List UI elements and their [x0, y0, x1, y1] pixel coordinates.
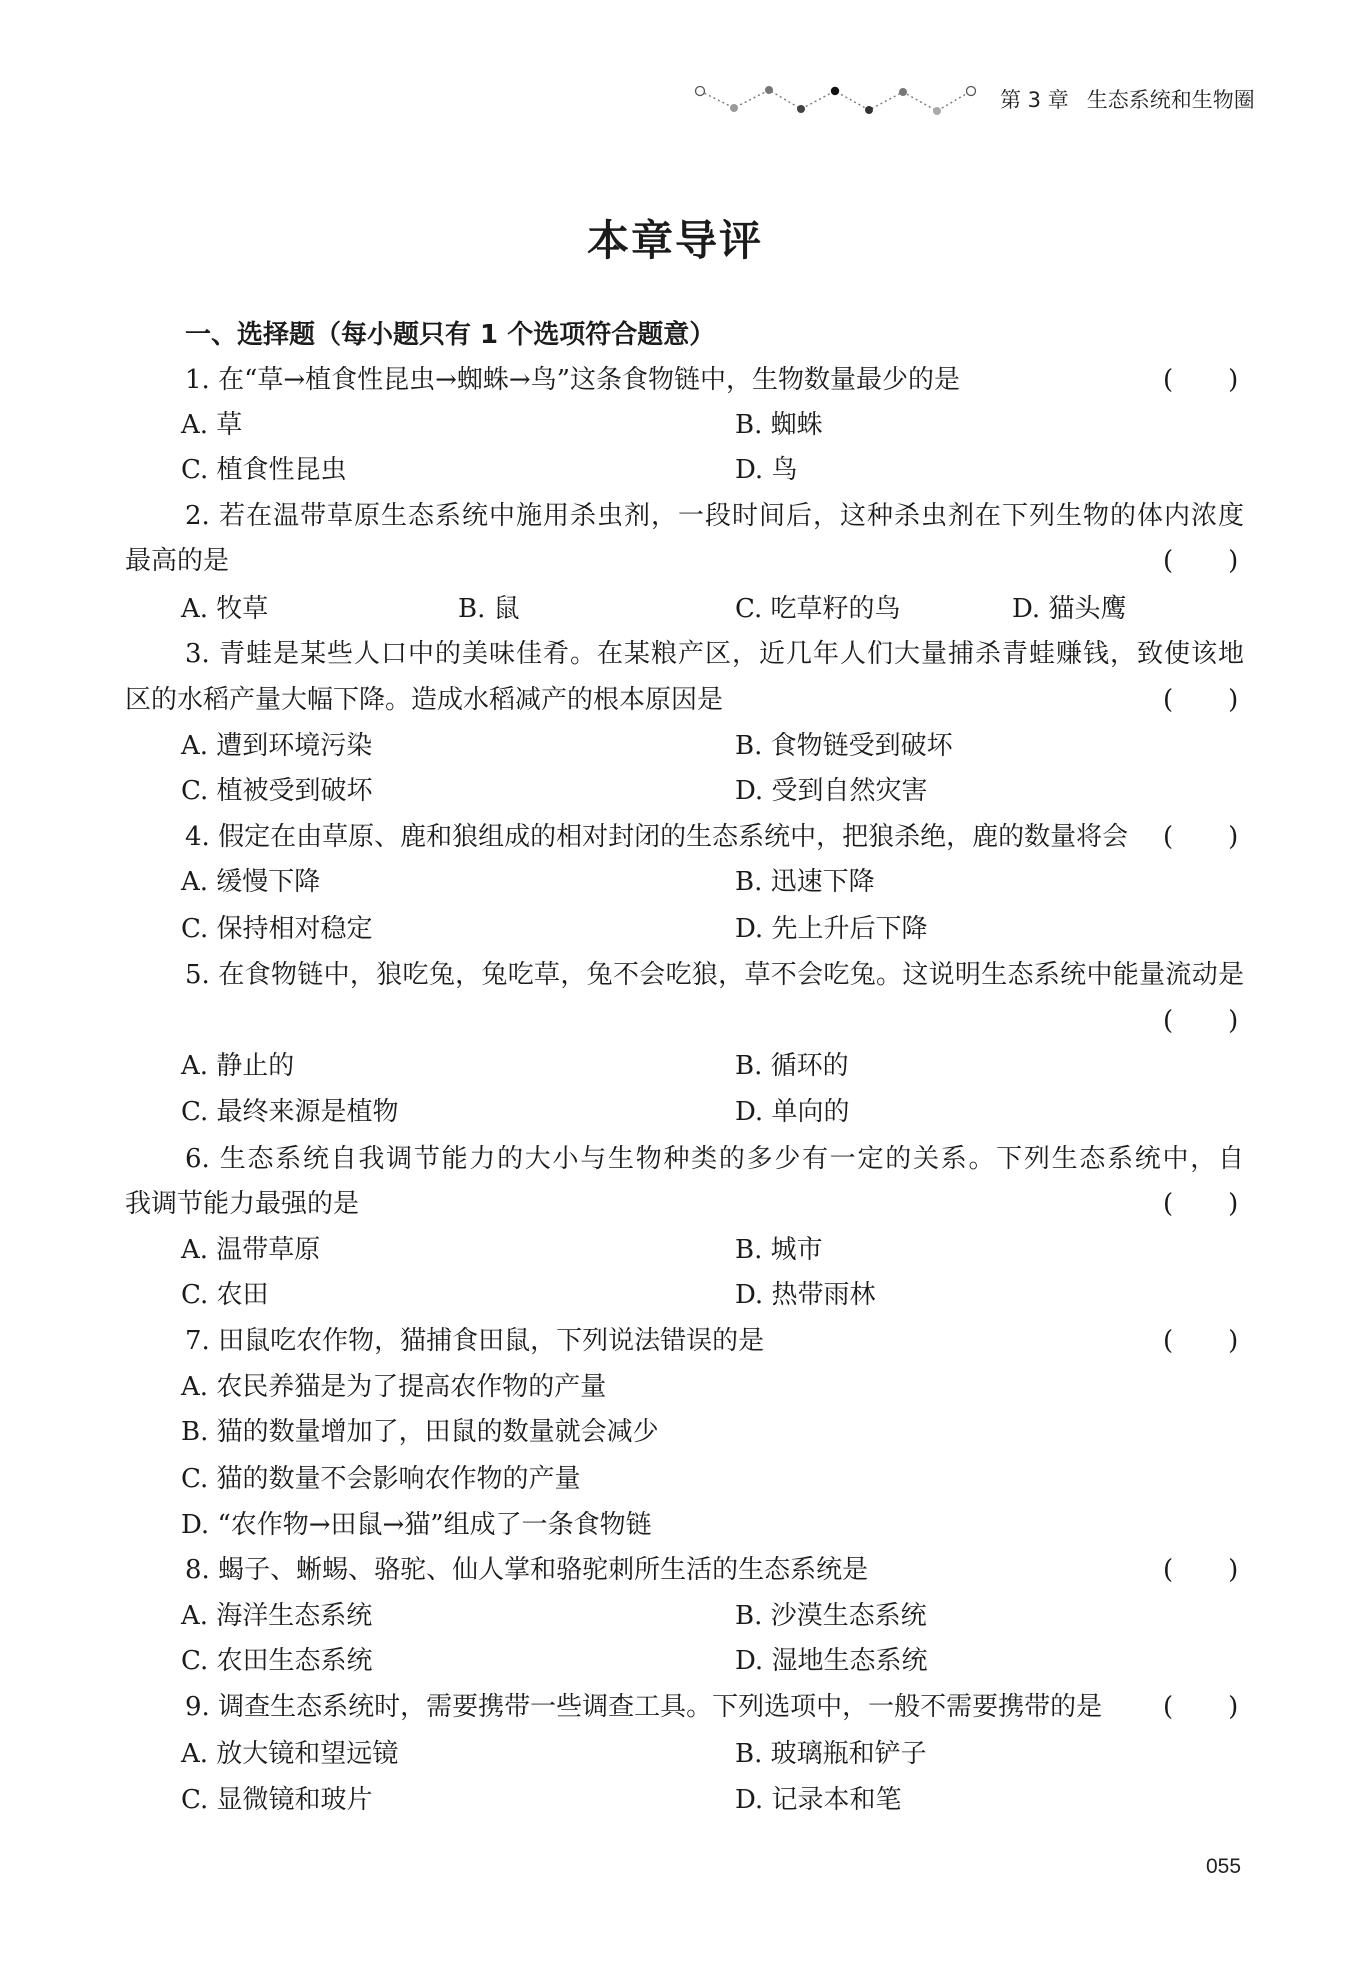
option-a: A. 遭到环境污染 [181, 731, 373, 761]
answer-blank: ( ) [1163, 546, 1240, 576]
option-a: A. 放大镜和望远镜 [181, 1739, 399, 1769]
question-stem: 6. 生态系统自我调节能力的大小与生物种类的多少有一定的关系。下列生态系统中，自 [185, 1144, 1244, 1174]
option-d: D. 单向的 [735, 1097, 850, 1127]
section-heading: 一、选择题（每小题只有 1 个选项符合题意） [185, 320, 716, 350]
answer-blank: ( ) [1163, 1006, 1240, 1036]
option-b: B. 沙漠生态系统 [735, 1601, 927, 1631]
option-a: A. 农民养猫是为了提高农作物的产量 [181, 1372, 607, 1402]
option-c: C. 农田 [181, 1280, 269, 1310]
option-d: D. 鸟 [735, 455, 798, 485]
option-a: A. 缓慢下降 [181, 867, 321, 897]
question-stem: 7. 田鼠吃农作物，猫捕食田鼠，下列说法错误的是 [185, 1326, 765, 1356]
option-c: C. 植被受到破坏 [181, 776, 373, 806]
answer-blank: ( ) [1163, 1189, 1240, 1219]
question-stem-continued: 最高的是 [125, 546, 230, 576]
option-b: B. 迅速下降 [735, 867, 875, 897]
question-stem: 4. 假定在由草原、鹿和狼组成的相对封闭的生态系统中，把狼杀绝，鹿的数量将会 [185, 822, 1129, 852]
question-stem-continued: 区的水稻产量大幅下降。造成水稻减产的根本原因是 [125, 685, 724, 715]
option-c: C. 最终来源是植物 [181, 1097, 399, 1127]
question-stem-continued: 我调节能力最强的是 [125, 1189, 360, 1219]
option-a: A. 草 [181, 410, 243, 440]
option-d: D. 记录本和笔 [735, 1785, 902, 1815]
option-d: D. “农作物→田鼠→猫”组成了一条食物链 [181, 1510, 652, 1540]
option-b: B. 蜘蛛 [735, 410, 823, 440]
header-decoration-icon [690, 76, 985, 120]
question-stem: 1. 在“草→植食性昆虫→蜘蛛→鸟”这条食物链中，生物数量最少的是 [185, 365, 961, 395]
chapter-label: 第 3 章 [1000, 88, 1069, 112]
option-a: A. 静止的 [181, 1051, 295, 1081]
question-stem: 3. 青蛙是某些人口中的美味佳肴。在某粮产区，近几年人们大量捕杀青蛙赚钱，致使该地 [185, 639, 1244, 669]
chapter-title: 生态系统和生物圈 [1086, 88, 1255, 112]
page-title: 本章导评 [586, 216, 763, 265]
option-c: C. 保持相对稳定 [181, 914, 373, 944]
option-c: C. 农田生态系统 [181, 1646, 373, 1676]
answer-blank: ( ) [1163, 1555, 1240, 1585]
answer-blank: ( ) [1163, 365, 1240, 395]
option-a: A. 海洋生态系统 [181, 1601, 373, 1631]
answer-blank: ( ) [1163, 685, 1240, 715]
option-a: A. 牧草 [181, 594, 269, 624]
option-d: D. 猫头鹰 [1012, 594, 1127, 624]
option-c: C. 猫的数量不会影响农作物的产量 [181, 1464, 581, 1494]
running-header [1000, 86, 1255, 114]
option-d: D. 湿地生态系统 [735, 1646, 928, 1676]
option-d: D. 先上升后下降 [735, 914, 928, 944]
option-c: C. 植食性昆虫 [181, 455, 347, 485]
option-a: A. 温带草原 [181, 1235, 321, 1265]
option-b: B. 循环的 [735, 1051, 849, 1081]
page-number: 055 [1206, 1855, 1242, 1878]
question-stem: 2. 若在温带草原生态系统中施用杀虫剂，一段时间后，这种杀虫剂在下列生物的体内浓度 [185, 501, 1244, 531]
answer-blank: ( ) [1163, 1326, 1240, 1356]
option-d: D. 热带雨林 [735, 1280, 876, 1310]
option-b: B. 鼠 [458, 594, 520, 624]
option-d: D. 受到自然灾害 [735, 776, 928, 806]
question-stem: 9. 调查生态系统时，需要携带一些调查工具。下列选项中，一般不需要携带的是 [185, 1692, 1103, 1722]
option-b: B. 城市 [735, 1235, 823, 1265]
option-b: B. 食物链受到破坏 [735, 731, 953, 761]
option-b: B. 玻璃瓶和铲子 [735, 1739, 927, 1769]
question-stem: 5. 在食物链中，狼吃兔，兔吃草，兔不会吃狼，草不会吃兔。这说明生态系统中能量流动是 [185, 960, 1244, 990]
answer-blank: ( ) [1163, 1692, 1240, 1722]
question-stem: 8. 蝎子、蜥蜴、骆驼、仙人掌和骆驼刺所生活的生态系统是 [185, 1555, 869, 1585]
option-b: B. 猫的数量增加了，田鼠的数量就会减少 [181, 1417, 659, 1447]
answer-blank: ( ) [1163, 822, 1240, 852]
option-c: C. 吃草籽的鸟 [735, 594, 901, 624]
option-c: C. 显微镜和玻片 [181, 1785, 373, 1815]
